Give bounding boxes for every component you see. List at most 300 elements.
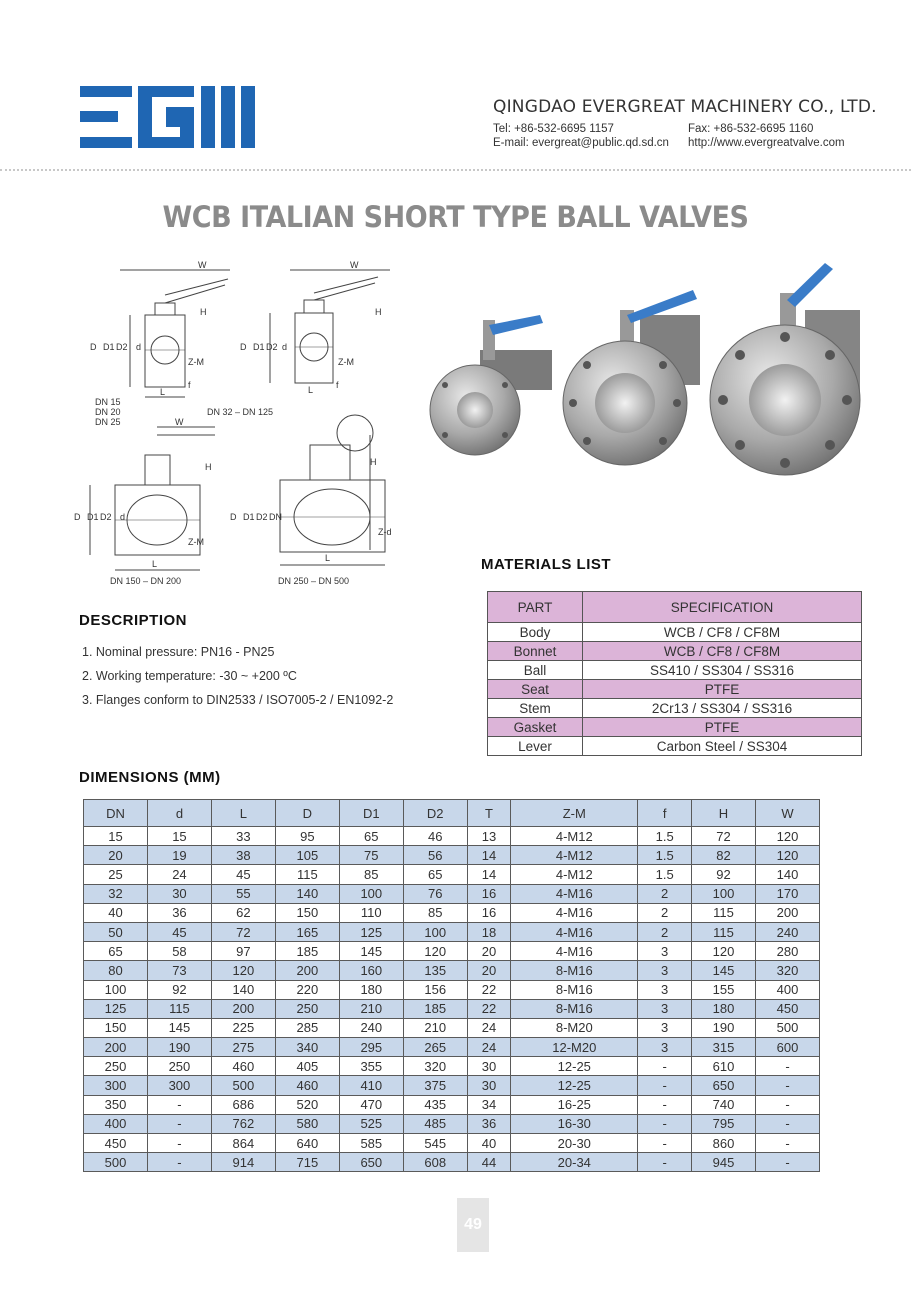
dimensions-cell: 105 — [275, 846, 339, 865]
dimensions-cell: 36 — [147, 903, 211, 922]
materials-spec: SS410 / SS304 / SS316 — [583, 661, 862, 680]
dimensions-header-cell: f — [638, 800, 692, 827]
dimensions-cell: - — [755, 1134, 819, 1153]
drawing-label-D2-2: D2 — [266, 342, 278, 352]
dimensions-cell: 95 — [275, 827, 339, 846]
drawing-label-L4: L — [325, 553, 331, 563]
dimensions-cell: 120 — [755, 846, 819, 865]
dimensions-cell: 8-M16 — [511, 961, 638, 980]
dimensions-cell: 2 — [638, 884, 692, 903]
dimensions-cell: 65 — [339, 827, 403, 846]
drawing-label-zm1: Z-M — [188, 357, 204, 367]
dimensions-cell: 275 — [211, 1038, 275, 1057]
dimensions-cell: - — [147, 1134, 211, 1153]
dimensions-cell: 22 — [467, 999, 511, 1018]
dimensions-cell: 62 — [211, 903, 275, 922]
dimensions-cell: 45 — [211, 865, 275, 884]
dimensions-cell: 170 — [755, 884, 819, 903]
dimensions-header-cell: W — [755, 800, 819, 827]
dimensions-row — [84, 903, 820, 922]
dimensions-cell: 30 — [147, 884, 211, 903]
dimensions-cell: 4-M16 — [511, 942, 638, 961]
dimensions-cell: 3 — [638, 942, 692, 961]
dimensions-cell: 100 — [403, 922, 467, 941]
dimensions-cell: 150 — [275, 903, 339, 922]
dimensions-cell: 110 — [339, 903, 403, 922]
drawing-label-D2-1: D2 — [116, 342, 128, 352]
dimensions-cell: 145 — [692, 961, 756, 980]
dimensions-cell: 500 — [211, 1076, 275, 1095]
dimensions-row — [84, 942, 820, 961]
dimensions-cell: 165 — [275, 922, 339, 941]
dimensions-table — [83, 799, 820, 1172]
dimensions-cell: 65 — [403, 865, 467, 884]
dimensions-cell: 19 — [147, 846, 211, 865]
dimensions-cell: 3 — [638, 1038, 692, 1057]
dimensions-cell: 410 — [339, 1076, 403, 1095]
drawing-caption-large2: DN 250 – DN 500 — [278, 576, 350, 586]
dimensions-cell: 12-25 — [511, 1057, 638, 1076]
dimensions-header-cell: d — [147, 800, 211, 827]
dimensions-cell: 8-M16 — [511, 980, 638, 999]
dimensions-cell: 24 — [147, 865, 211, 884]
technical-drawings — [70, 255, 420, 595]
dimensions-header-cell: Z-M — [511, 800, 638, 827]
materials-header-part: PART — [488, 592, 583, 623]
page-number: 49 — [457, 1198, 489, 1252]
dimensions-row — [84, 884, 820, 903]
dimensions-row — [84, 980, 820, 999]
dimensions-cell: 640 — [275, 1134, 339, 1153]
dimensions-cell: 120 — [403, 942, 467, 961]
dimensions-cell: 400 — [755, 980, 819, 999]
dimensions-cell: 8-M16 — [511, 999, 638, 1018]
drawing-caption-dn20: DN 20 — [95, 407, 121, 417]
dimensions-cell: 100 — [692, 884, 756, 903]
dimensions-cell: 40 — [84, 903, 148, 922]
materials-row — [488, 661, 862, 680]
materials-row — [488, 699, 862, 718]
dimensions-cell: 185 — [403, 999, 467, 1018]
drawing-label-D2-4: D2 — [256, 512, 268, 522]
description-heading: DESCRIPTION — [79, 612, 188, 629]
email: E-mail: evergreat@public.qd.sd.cn — [493, 137, 669, 149]
materials-spec: PTFE — [583, 680, 862, 699]
dimensions-cell: 300 — [84, 1076, 148, 1095]
dimensions-cell: 864 — [211, 1134, 275, 1153]
dimensions-cell: 16-30 — [511, 1114, 638, 1133]
dimensions-cell: 355 — [339, 1057, 403, 1076]
dimensions-header-cell: D1 — [339, 800, 403, 827]
dimensions-row — [84, 1114, 820, 1133]
drawing-label-D1-4: D1 — [243, 512, 255, 522]
dimensions-cell: 32 — [84, 884, 148, 903]
dimensions-cell: 85 — [339, 865, 403, 884]
drawing-label-D1-3: D1 — [87, 512, 99, 522]
dimensions-cell: 97 — [211, 942, 275, 961]
dimensions-cell: - — [638, 1114, 692, 1133]
dimensions-cell: 33 — [211, 827, 275, 846]
dimensions-cell: 285 — [275, 1018, 339, 1037]
dimensions-header-cell: D — [275, 800, 339, 827]
dimensions-cell: 650 — [339, 1153, 403, 1172]
dimensions-cell: 180 — [339, 980, 403, 999]
drawing-label-zm3: Z-M — [188, 537, 204, 547]
dimensions-cell: 14 — [467, 865, 511, 884]
dimensions-cell: 470 — [339, 1095, 403, 1114]
dimensions-cell: 75 — [339, 846, 403, 865]
materials-spec: Carbon Steel / SS304 — [583, 737, 862, 756]
company-header — [493, 97, 893, 149]
dimensions-cell: 435 — [403, 1095, 467, 1114]
dimensions-cell: 180 — [692, 999, 756, 1018]
dimensions-cell: - — [147, 1095, 211, 1114]
page-title: WCB ITALIAN SHORT TYPE BALL VALVES — [162, 200, 749, 234]
company-logo — [80, 86, 256, 148]
dimensions-cell: 210 — [339, 999, 403, 1018]
dimensions-cell: 100 — [339, 884, 403, 903]
company-name: QINGDAO EVERGREAT MACHINERY CO., LTD. — [493, 97, 877, 117]
dimensions-cell: 4-M16 — [511, 922, 638, 941]
dimensions-cell: 585 — [339, 1134, 403, 1153]
dimensions-cell: - — [638, 1153, 692, 1172]
dimensions-cell: 600 — [755, 1038, 819, 1057]
contact-info — [493, 123, 893, 149]
dimensions-cell: 8-M20 — [511, 1018, 638, 1037]
dimensions-cell: 92 — [692, 865, 756, 884]
dimensions-cell: 460 — [211, 1057, 275, 1076]
dimensions-cell: 375 — [403, 1076, 467, 1095]
dimensions-cell: 500 — [755, 1018, 819, 1037]
dimensions-cell: 140 — [755, 865, 819, 884]
dimensions-cell: 340 — [275, 1038, 339, 1057]
drawing-caption-dn25: DN 25 — [95, 417, 121, 427]
description-item: 2. Working temperature: -30 ~ +200 ºC — [82, 669, 297, 683]
dimensions-cell: 210 — [403, 1018, 467, 1037]
dimensions-cell: 34 — [467, 1095, 511, 1114]
dimensions-cell: 12-25 — [511, 1076, 638, 1095]
materials-row — [488, 718, 862, 737]
dimensions-cell: 200 — [211, 999, 275, 1018]
materials-header-row — [488, 592, 862, 623]
dimensions-cell: 155 — [692, 980, 756, 999]
dimensions-cell: 12-M20 — [511, 1038, 638, 1057]
dimensions-cell: 190 — [692, 1018, 756, 1037]
dimensions-cell: 240 — [339, 1018, 403, 1037]
dimensions-cell: 485 — [403, 1114, 467, 1133]
drawing-label-D1-2: D1 — [253, 342, 265, 352]
materials-row — [488, 680, 862, 699]
dimensions-cell: 156 — [403, 980, 467, 999]
dimensions-row — [84, 1153, 820, 1172]
dimensions-cell: 20 — [84, 846, 148, 865]
dimensions-cell: 140 — [211, 980, 275, 999]
drawing-label-L1: L — [160, 387, 166, 397]
dimensions-cell: 450 — [755, 999, 819, 1018]
dimensions-cell: 16 — [467, 884, 511, 903]
dimensions-cell: 16-25 — [511, 1095, 638, 1114]
dimensions-cell: 140 — [275, 884, 339, 903]
dimensions-cell: 24 — [467, 1038, 511, 1057]
dimensions-cell: - — [755, 1153, 819, 1172]
dimensions-cell: 20 — [467, 961, 511, 980]
dimensions-cell: 4-M16 — [511, 884, 638, 903]
dimensions-cell: 16 — [467, 903, 511, 922]
drawing-label-f2: f — [336, 380, 339, 390]
dimensions-cell: 135 — [403, 961, 467, 980]
drawing-caption-dn15: DN 15 — [95, 397, 121, 407]
dimensions-cell: 3 — [638, 1018, 692, 1037]
materials-row — [488, 623, 862, 642]
dimensions-cell: 55 — [211, 884, 275, 903]
drawing-caption-mid: DN 32 – DN 125 — [207, 407, 274, 417]
dimensions-cell: 160 — [339, 961, 403, 980]
dimensions-row — [84, 961, 820, 980]
dimensions-cell: 525 — [339, 1114, 403, 1133]
drawing-label-D2-3: D2 — [100, 512, 112, 522]
dimensions-cell: 320 — [755, 961, 819, 980]
drawing-label-L3: L — [152, 559, 158, 569]
dimensions-cell: 73 — [147, 961, 211, 980]
dimensions-cell: 715 — [275, 1153, 339, 1172]
description-item: 1. Nominal pressure: PN16 - PN25 — [82, 645, 275, 659]
dimensions-row — [84, 922, 820, 941]
drawing-label-d3: d — [120, 512, 126, 522]
dimensions-cell: 115 — [147, 999, 211, 1018]
dimensions-cell: 300 — [147, 1076, 211, 1095]
dimensions-cell: 20-34 — [511, 1153, 638, 1172]
dimensions-cell: 580 — [275, 1114, 339, 1133]
dimensions-cell: 200 — [84, 1038, 148, 1057]
dimensions-row — [84, 865, 820, 884]
dimensions-cell: - — [147, 1114, 211, 1133]
drawing-label-D2: D — [240, 342, 247, 352]
dimensions-cell: 3 — [638, 999, 692, 1018]
materials-part: Stem — [488, 699, 583, 718]
materials-part: Ball — [488, 661, 583, 680]
dimensions-cell: 545 — [403, 1134, 467, 1153]
drawing-label-D3: D — [74, 512, 81, 522]
dimensions-cell: 250 — [84, 1057, 148, 1076]
header-divider — [0, 169, 911, 171]
dimensions-cell: 3 — [638, 980, 692, 999]
dimensions-cell: 22 — [467, 980, 511, 999]
dimensions-cell: 24 — [467, 1018, 511, 1037]
dimensions-cell: 190 — [147, 1038, 211, 1057]
dimensions-cell: 30 — [467, 1076, 511, 1095]
dimensions-cell: 80 — [84, 961, 148, 980]
dimensions-row — [84, 1076, 820, 1095]
materials-spec: WCB / CF8 / CF8M — [583, 642, 862, 661]
dimensions-cell: 125 — [339, 922, 403, 941]
dimensions-cell: 265 — [403, 1038, 467, 1057]
dimensions-cell: 72 — [211, 922, 275, 941]
dimensions-cell: 46 — [403, 827, 467, 846]
dimensions-cell: 72 — [692, 827, 756, 846]
dimensions-cell: - — [147, 1153, 211, 1172]
materials-row — [488, 642, 862, 661]
dimensions-cell: 36 — [467, 1114, 511, 1133]
drawing-label-zm2: Z-M — [338, 357, 354, 367]
dimensions-header-cell: D2 — [403, 800, 467, 827]
dimensions-cell: 225 — [211, 1018, 275, 1037]
description-item: 3. Flanges conform to DIN2533 / ISO7005-2 / EN1092-2 — [82, 693, 394, 707]
dimensions-cell: 350 — [84, 1095, 148, 1114]
dimensions-cell: 610 — [692, 1057, 756, 1076]
drawing-label-d1: d — [136, 342, 142, 352]
dimensions-cell: 250 — [147, 1057, 211, 1076]
drawing-label-L2: L — [308, 385, 314, 395]
dimensions-cell: 115 — [692, 922, 756, 941]
dimensions-row — [84, 1038, 820, 1057]
dimensions-row — [84, 1134, 820, 1153]
dimensions-cell: 500 — [84, 1153, 148, 1172]
dimensions-cell: - — [755, 1057, 819, 1076]
dimensions-cell: 762 — [211, 1114, 275, 1133]
materials-part: Body — [488, 623, 583, 642]
dimensions-cell: 44 — [467, 1153, 511, 1172]
telephone: Tel: +86-532-6695 1157 — [493, 123, 614, 135]
dimensions-cell: 20 — [467, 942, 511, 961]
dimensions-cell: 18 — [467, 922, 511, 941]
dimensions-cell: 200 — [275, 961, 339, 980]
dimensions-cell: 85 — [403, 903, 467, 922]
dimensions-cell: 115 — [692, 903, 756, 922]
dimensions-row — [84, 1018, 820, 1037]
dimensions-cell: 1.5 — [638, 865, 692, 884]
dimensions-cell: 4-M12 — [511, 846, 638, 865]
dimensions-cell: 2 — [638, 922, 692, 941]
materials-heading: MATERIALS LIST — [481, 556, 612, 573]
dimensions-cell: - — [755, 1114, 819, 1133]
drawing-label-w1: W — [198, 260, 207, 270]
dimensions-cell: 460 — [275, 1076, 339, 1095]
materials-part: Gasket — [488, 718, 583, 737]
dimensions-cell: 20-30 — [511, 1134, 638, 1153]
dimensions-cell: 520 — [275, 1095, 339, 1114]
dimensions-row — [84, 846, 820, 865]
dimensions-cell: 1.5 — [638, 827, 692, 846]
dimensions-cell: 15 — [84, 827, 148, 846]
dimensions-row — [84, 1095, 820, 1114]
drawing-label-h4: H — [370, 457, 377, 467]
dimensions-cell: 125 — [84, 999, 148, 1018]
dimensions-cell: 686 — [211, 1095, 275, 1114]
materials-spec: PTFE — [583, 718, 862, 737]
dimensions-cell: 13 — [467, 827, 511, 846]
dimensions-row — [84, 999, 820, 1018]
dimensions-cell: 100 — [84, 980, 148, 999]
drawing-label-D1-1: D1 — [103, 342, 115, 352]
dimensions-cell: 1.5 — [638, 846, 692, 865]
materials-row — [488, 737, 862, 756]
dimensions-cell: 25 — [84, 865, 148, 884]
dimensions-cell: 14 — [467, 846, 511, 865]
materials-spec: 2Cr13 / SS304 / SS316 — [583, 699, 862, 718]
dimensions-cell: 82 — [692, 846, 756, 865]
drawing-label-D1: D — [90, 342, 97, 352]
dimensions-header-cell: H — [692, 800, 756, 827]
materials-table — [487, 591, 862, 756]
drawing-caption-large1: DN 150 – DN 200 — [110, 576, 182, 586]
materials-part: Bonnet — [488, 642, 583, 661]
dimensions-cell: - — [638, 1095, 692, 1114]
dimensions-cell: 2 — [638, 903, 692, 922]
dimensions-cell: - — [638, 1057, 692, 1076]
dimensions-header-cell: T — [467, 800, 511, 827]
dimensions-cell: 200 — [755, 903, 819, 922]
dimensions-row — [84, 827, 820, 846]
drawing-label-h3: H — [205, 462, 212, 472]
drawing-label-f1: f — [188, 380, 191, 390]
dimensions-cell: 320 — [403, 1057, 467, 1076]
dimensions-cell: 400 — [84, 1114, 148, 1133]
dimensions-cell: 50 — [84, 922, 148, 941]
drawing-label-h1: H — [200, 307, 207, 317]
drawing-label-w3: W — [175, 417, 184, 427]
dimensions-cell: 92 — [147, 980, 211, 999]
drawing-label-D4: D — [230, 512, 237, 522]
dimensions-header-cell: L — [211, 800, 275, 827]
dimensions-cell: 120 — [755, 827, 819, 846]
dimensions-header-row — [84, 800, 820, 827]
dimensions-cell: 740 — [692, 1095, 756, 1114]
dimensions-heading: DIMENSIONS (MM) — [79, 769, 221, 786]
dimensions-row — [84, 1057, 820, 1076]
dimensions-cell: 650 — [692, 1076, 756, 1095]
dimensions-cell: 30 — [467, 1057, 511, 1076]
dimensions-cell: 56 — [403, 846, 467, 865]
dimensions-cell: 795 — [692, 1114, 756, 1133]
dimensions-cell: 3 — [638, 961, 692, 980]
dimensions-cell: 4-M12 — [511, 865, 638, 884]
materials-header-spec: SPECIFICATION — [583, 592, 862, 623]
dimensions-cell: 295 — [339, 1038, 403, 1057]
drawing-label-zd: Z-d — [378, 527, 392, 537]
dimensions-cell: 150 — [84, 1018, 148, 1037]
dimensions-cell: 315 — [692, 1038, 756, 1057]
dimensions-cell: 185 — [275, 942, 339, 961]
dimensions-cell: 120 — [211, 961, 275, 980]
dimensions-header-cell: DN — [84, 800, 148, 827]
materials-part: Seat — [488, 680, 583, 699]
dimensions-cell: 4-M16 — [511, 903, 638, 922]
dimensions-cell: 15 — [147, 827, 211, 846]
dimensions-cell: 4-M12 — [511, 827, 638, 846]
dimensions-cell: - — [755, 1095, 819, 1114]
dimensions-cell: 240 — [755, 922, 819, 941]
dimensions-cell: 450 — [84, 1134, 148, 1153]
materials-spec: WCB / CF8 / CF8M — [583, 623, 862, 642]
fax: Fax: +86-532-6695 1160 — [688, 123, 814, 135]
dimensions-cell: 40 — [467, 1134, 511, 1153]
dimensions-cell: 65 — [84, 942, 148, 961]
dimensions-cell: - — [638, 1134, 692, 1153]
materials-part: Lever — [488, 737, 583, 756]
dimensions-cell: 945 — [692, 1153, 756, 1172]
product-photo — [425, 255, 880, 520]
dimensions-cell: 45 — [147, 922, 211, 941]
drawing-label-d2: d — [282, 342, 288, 352]
dimensions-cell: - — [638, 1076, 692, 1095]
description-list — [82, 645, 393, 717]
dimensions-cell: 38 — [211, 846, 275, 865]
dimensions-cell: 145 — [147, 1018, 211, 1037]
dimensions-cell: 145 — [339, 942, 403, 961]
drawing-label-w2: W — [350, 260, 359, 270]
dimensions-cell: 120 — [692, 942, 756, 961]
dimensions-cell: 250 — [275, 999, 339, 1018]
